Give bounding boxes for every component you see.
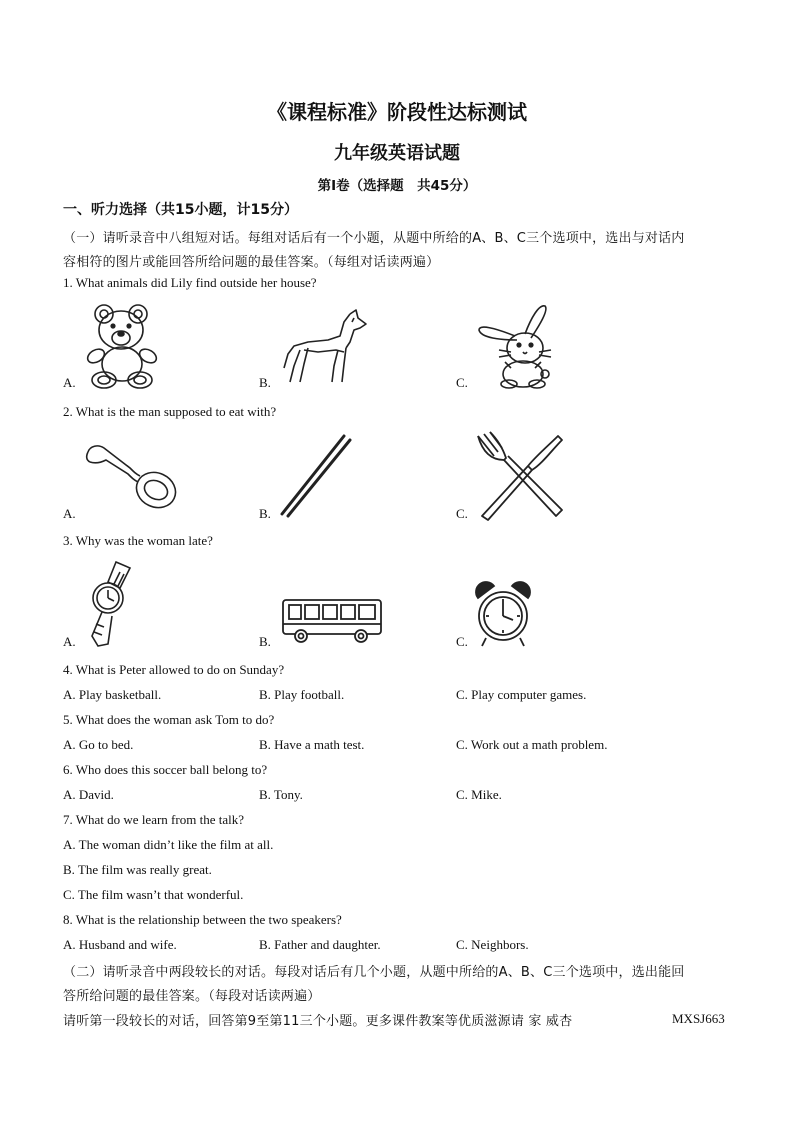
fork-and-knife-icon[interactable] <box>472 430 566 522</box>
option-c[interactable]: C. Mike. <box>456 787 502 802</box>
page-subtitle: 九年级英语试题 <box>334 143 460 164</box>
instruction-line: 答所给问题的最佳答案。（每段对话读两遍） <box>63 989 321 1004</box>
wristwatch-icon[interactable] <box>84 560 136 648</box>
option-b[interactable]: B. Father and daughter. <box>259 937 381 952</box>
option-a[interactable]: A. Play basketball. <box>63 687 162 702</box>
question-1: 1. What animals did Lily find outside her house? <box>63 275 317 290</box>
option-b[interactable]: B. <box>259 375 271 390</box>
option-a[interactable]: A. <box>63 506 76 521</box>
rabbit-icon[interactable] <box>475 300 570 390</box>
option-a[interactable]: A. Husband and wife. <box>63 937 177 952</box>
option-b[interactable]: B. <box>259 634 271 649</box>
wolf-icon[interactable] <box>278 308 370 388</box>
question-5: 5. What does the woman ask Tom to do? <box>63 712 275 727</box>
question-8: 8. What is the relationship between the two speakers? <box>63 912 342 927</box>
spoon-icon[interactable] <box>82 440 182 520</box>
instruction-line: （一）请听录音中八组短对话。每组对话后有一个小题，从题中所给的A、B、C三个选项中，选出与对话内 <box>63 231 685 246</box>
option-c[interactable]: C. The film wasn’t that wonderful. <box>63 887 244 902</box>
option-c[interactable]: C. <box>456 506 468 521</box>
document-code: MXSJ663 <box>672 1011 725 1026</box>
alarm-clock-icon[interactable] <box>474 580 532 650</box>
option-b[interactable]: B. The film was really great. <box>63 862 212 877</box>
option-a[interactable]: A. Go to bed. <box>63 737 134 752</box>
option-b[interactable]: B. <box>259 506 271 521</box>
question-7: 7. What do we learn from the talk? <box>63 812 244 827</box>
option-b[interactable]: B. Have a math test. <box>259 737 365 752</box>
instruction-line: 容相符的图片或能回答所给问题的最佳答案。（每组对话读两遍） <box>63 255 440 270</box>
option-a[interactable]: A. <box>63 634 76 649</box>
option-a[interactable]: A. <box>63 375 76 390</box>
chopsticks-icon[interactable] <box>278 432 354 518</box>
section-heading: 一、听力选择（共15小题，计15分） <box>63 202 298 218</box>
option-a[interactable]: A. The woman didn’t like the film at all. <box>63 837 274 852</box>
option-c[interactable]: C. Work out a math problem. <box>456 737 608 752</box>
question-3: 3. Why was the woman late? <box>63 533 213 548</box>
option-b[interactable]: B. Play football. <box>259 687 345 702</box>
option-a[interactable]: A. David. <box>63 787 114 802</box>
option-c[interactable]: C. <box>456 375 468 390</box>
option-b[interactable]: B. Tony. <box>259 787 303 802</box>
instruction-line: （二）请听录音中两段较长的对话。每段对话后有几个小题，从题中所给的A、B、C三个选项中，选出能回 <box>63 965 685 980</box>
teddy-bear-icon[interactable] <box>82 300 162 390</box>
instruction-line: 请听第一段较长的对话，回答第9至第11三个小题。更多课件教案等优质滋源请 家 威杏 <box>63 1014 573 1029</box>
question-2: 2. What is the man supposed to eat with? <box>63 404 277 419</box>
option-c[interactable]: C. Play computer games. <box>456 687 587 702</box>
option-c[interactable]: C. Neighbors. <box>456 937 529 952</box>
question-4: 4. What is Peter allowed to do on Sunday? <box>63 662 285 677</box>
paper-label: 第Ⅰ卷（选择题 共45分） <box>317 178 477 194</box>
bus-icon[interactable] <box>281 596 385 646</box>
option-c[interactable]: C. <box>456 634 468 649</box>
question-6: 6. Who does this soccer ball belong to? <box>63 762 268 777</box>
page-title: 《课程标准》阶段性达标测试 <box>267 100 527 124</box>
